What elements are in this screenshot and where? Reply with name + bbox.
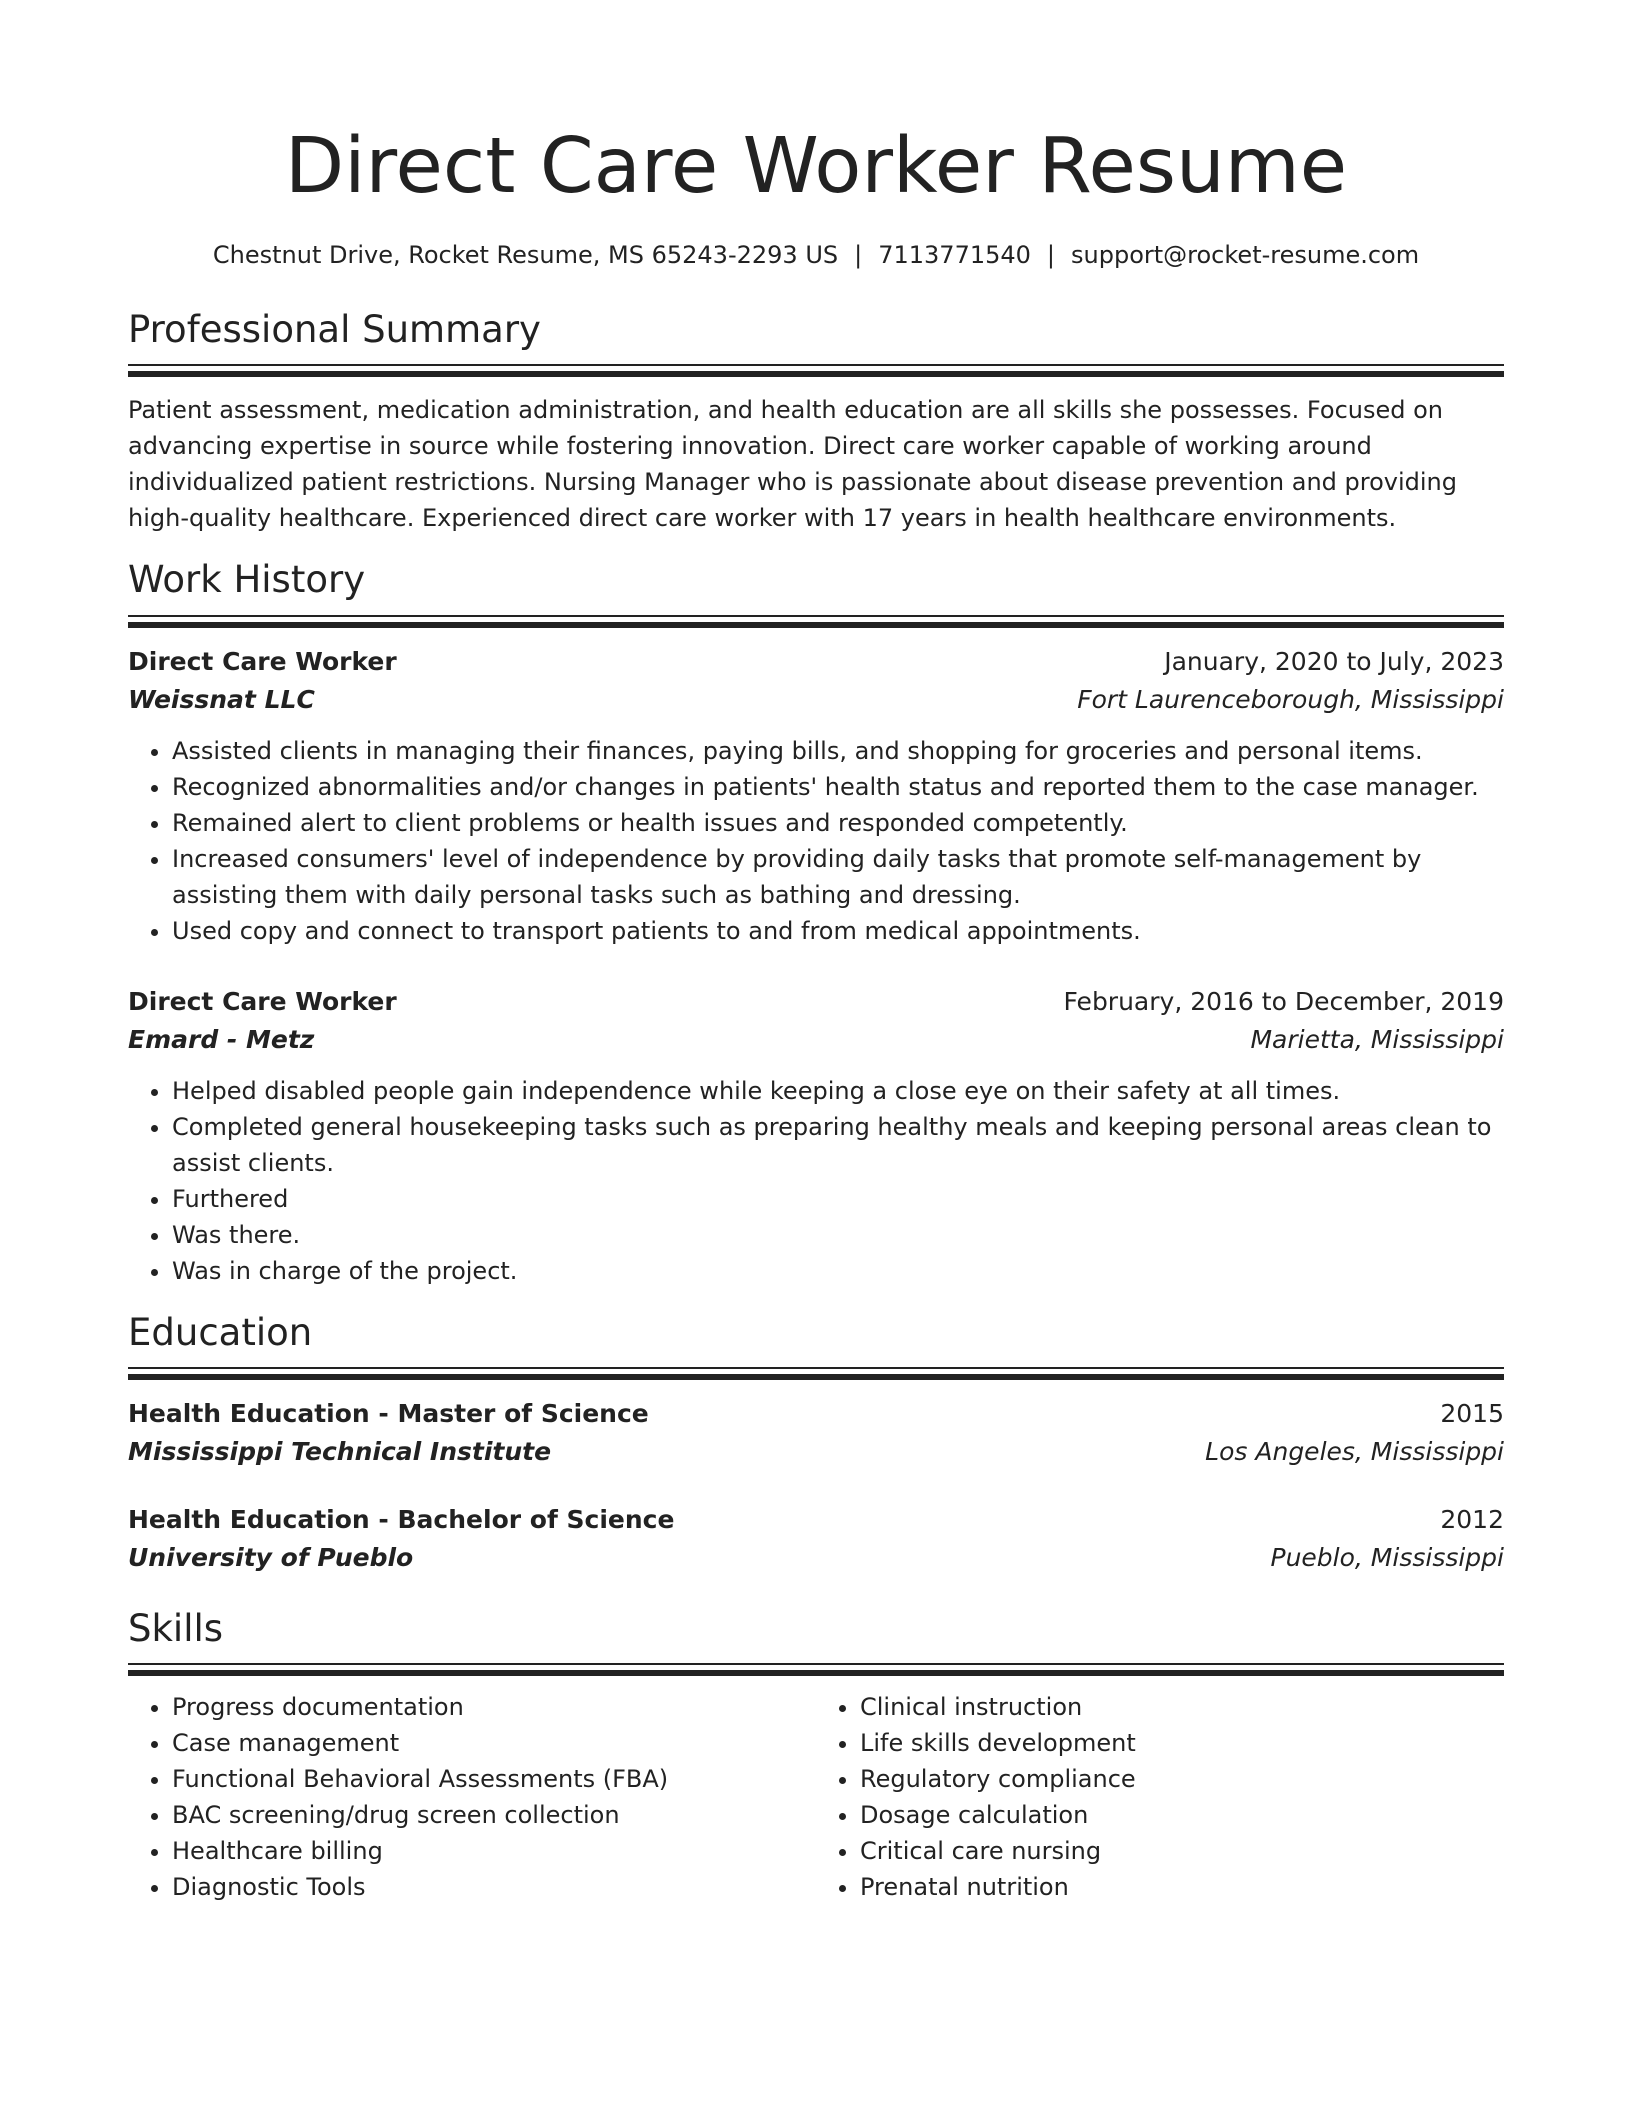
skills-list (128, 1689, 816, 1905)
list-item: • Regulatory compliance (860, 1761, 1504, 1797)
list-item: • Diagnostic Tools (172, 1869, 816, 1905)
education-subheader-row (128, 1539, 1504, 1577)
job-bullets (128, 1073, 1504, 1289)
job-title: Direct Care Worker (128, 646, 397, 676)
education-degree: Health Education - Bachelor of Science (128, 1504, 675, 1534)
skills-column-left (128, 1689, 816, 1905)
section-divider (128, 1663, 1504, 1677)
section-heading-skills: Skills (128, 1606, 224, 1650)
job-subheader-row (128, 1021, 1504, 1059)
section-divider (128, 1367, 1504, 1381)
list-item: • Increased consumers' level of independence by providing daily tasks that promote self-management by assisting them with daily personal tasks such as bathing and dressing. (172, 841, 1504, 913)
education-year: 2012 (1440, 1504, 1504, 1534)
skills-list (816, 1689, 1504, 1905)
list-item: • Recognized abnormalities and/or changes in patients' health status and reported them to the case manager. (172, 769, 1504, 805)
list-item: • Healthcare billing (172, 1833, 816, 1869)
job-company: Weissnat LLC (128, 684, 315, 714)
list-item: • Remained alert to client problems or health issues and responded competently. (172, 805, 1504, 841)
education-entry (128, 1395, 1504, 1471)
education-header-row (128, 1395, 1504, 1433)
section-divider (128, 615, 1504, 629)
list-item: • Progress documentation (172, 1689, 816, 1725)
list-item: • Prenatal nutrition (860, 1869, 1504, 1905)
list-item: • BAC screening/drug screen collection (172, 1797, 816, 1833)
job-location: Fort Laurenceborough, Mississippi (1077, 684, 1504, 714)
skills-column-right (816, 1689, 1504, 1905)
contact-line (128, 241, 1504, 270)
section-heading-education: Education (128, 1310, 313, 1354)
education-year: 2015 (1440, 1398, 1504, 1428)
contact-separator: | (854, 241, 863, 269)
contact-email: support@rocket-resume.com (1071, 241, 1420, 269)
work-history-section (128, 558, 1504, 1288)
list-item: • Used copy and connect to transport patients to and from medical appointments. (172, 913, 1504, 949)
education-header-row (128, 1501, 1504, 1539)
list-item: • Dosage calculation (860, 1797, 1504, 1833)
list-item: • Completed general housekeeping tasks such as preparing healthy meals and keeping personal areas clean to assist clients. (172, 1109, 1504, 1181)
education-school: Mississippi Technical Institute (128, 1436, 552, 1466)
job-entry (128, 643, 1504, 949)
contact-separator: | (1046, 241, 1056, 269)
contact-address: Chestnut Drive, Rocket Resume, MS 65243-2293 US (212, 241, 839, 269)
resume-title: Direct Care Worker Resume (284, 122, 1348, 211)
job-entry (128, 983, 1504, 1289)
education-subheader-row (128, 1433, 1504, 1471)
education-location: Pueblo, Mississippi (1270, 1542, 1504, 1572)
list-item: • Furthered (172, 1181, 1504, 1217)
contact-phone: 7113771540 (878, 241, 1031, 269)
skills-grid (128, 1689, 1504, 1905)
list-item: • Was in charge of the project. (172, 1253, 1504, 1289)
job-header-row (128, 983, 1504, 1021)
section-heading-summary: Professional Summary (128, 307, 541, 351)
job-dates: January, 2020 to July, 2023 (1164, 646, 1504, 676)
job-dates: February, 2016 to December, 2019 (1063, 986, 1504, 1016)
job-company: Emard - Metz (128, 1024, 315, 1054)
education-degree: Health Education - Master of Science (128, 1398, 649, 1428)
education-entry (128, 1501, 1504, 1577)
list-item: • Functional Behavioral Assessments (FBA) (172, 1761, 816, 1797)
skills-section (128, 1607, 1504, 1905)
list-item: • Life skills development (860, 1725, 1504, 1761)
list-item: • Was there. (172, 1217, 1504, 1253)
section-divider (128, 364, 1504, 378)
job-bullets (128, 733, 1504, 949)
education-school: University of Pueblo (128, 1542, 414, 1572)
list-item: • Case management (172, 1725, 816, 1761)
job-subheader-row (128, 681, 1504, 719)
summary-section (128, 308, 1504, 536)
summary-text: Patient assessment, medication administration, and health education are all skills she possesses. Focused on advancing expertise in source while fostering innovation. Direct care worker capable of working around individualized patient restrictions. Nursing Manager who is passionate about disease prevention and providing high-quality healthcare. Experienced direct care worker with 17 years in health healthcare environments. (128, 396, 1457, 533)
list-item: • Assisted clients in managing their finances, paying bills, and shopping for groceries and personal items. (172, 733, 1504, 769)
education-section (128, 1311, 1504, 1577)
section-heading-work-history: Work History (128, 558, 366, 602)
job-header-row (128, 643, 1504, 681)
list-item: • Critical care nursing (860, 1833, 1504, 1869)
list-item: • Helped disabled people gain independence while keeping a close eye on their safety at all times. (172, 1073, 1504, 1109)
list-item: • Clinical instruction (860, 1689, 1504, 1725)
job-location: Marietta, Mississippi (1250, 1024, 1504, 1054)
job-title: Direct Care Worker (128, 986, 397, 1016)
education-location: Los Angeles, Mississippi (1205, 1436, 1504, 1466)
